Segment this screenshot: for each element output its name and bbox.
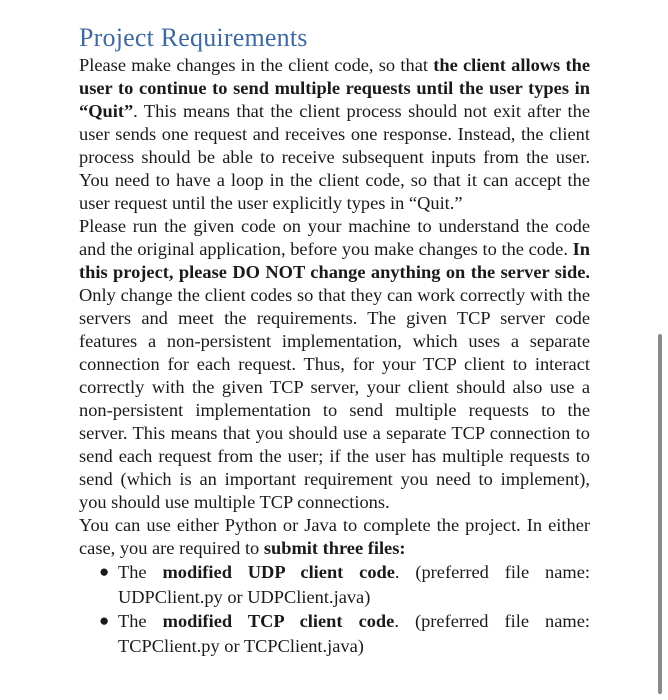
vertical-scrollbar[interactable] (658, 334, 662, 694)
text-run: . (preferred file name: UDPClient.py or UDPClient.java) (118, 562, 590, 607)
paragraph-quit-loop (79, 54, 590, 215)
text-run: You can use either Python or Java to complete the project. In either case, you are required to (79, 515, 590, 558)
paragraph-submission (79, 514, 590, 560)
text-run: . This means that the client process should not exit after the user sends one request and receives one response. Instead, the client process should be able to receive subsequent inputs from the user. You need to have a loop in the client code, so that it can accept the user request until the user explicitly types in “Quit.” (79, 101, 590, 213)
text-run: Please run the given code on your machine to understand the code and the original application, before you make changes to the code. (79, 216, 590, 259)
section-title: Project Requirements (79, 23, 308, 52)
list-item (79, 560, 590, 609)
paragraph-server-side (79, 215, 590, 514)
file-list (79, 560, 590, 658)
list-item (79, 609, 590, 658)
document-page (79, 22, 590, 658)
text-run: The (118, 562, 163, 582)
text-run: Please make changes in the client code, so that (79, 55, 434, 75)
bullet-icon: ● (99, 562, 110, 581)
bold-text-run: modified TCP client code (162, 611, 395, 631)
bullet-icon: ● (99, 611, 110, 630)
bold-text-run: modified UDP client code (162, 562, 395, 582)
bold-text-run: submit three files: (263, 538, 406, 558)
text-run: Only change the client codes so that they can work correctly with the servers and meet the requirements. The given TCP server code features a non-persistent implementation, which uses a separate connection for each request. Thus, for your TCP client to interact correctly with the given TCP server, your client should also use a non-persistent implementation to send multiple requests to the server. This means that you should use a separate TCP connection to send each request from the user; if the user has multiple requests to send (which is an important requirement you need to implement), you should use multiple TCP connections. (79, 285, 590, 512)
bold-text-run: the client allows the user to continue to send multiple requests until the user types in “Quit” (79, 55, 590, 121)
text-run: The (118, 611, 163, 631)
bold-text-run: In this project, please DO NOT change anything on the server side. (79, 239, 590, 282)
text-run: . (preferred file name: TCPClient.py or TCPClient.java) (118, 611, 590, 656)
